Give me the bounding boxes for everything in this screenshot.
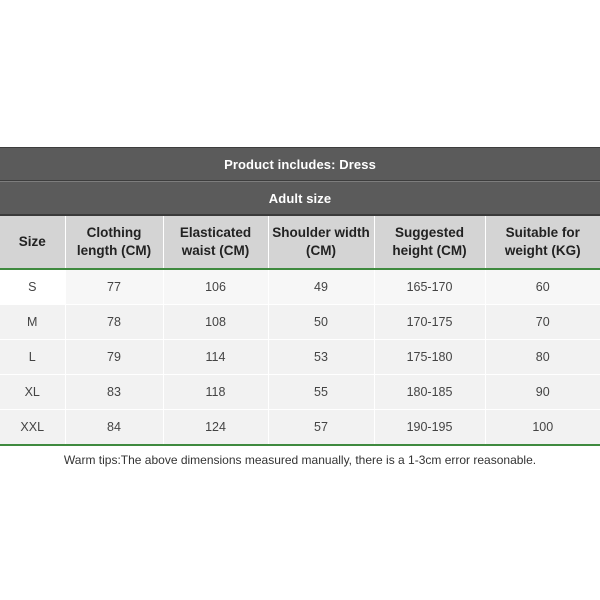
cell-clothing-length: 84 <box>65 410 163 446</box>
header-size: Size <box>0 216 65 269</box>
cell-size: M <box>0 305 65 340</box>
table-row <box>0 340 600 375</box>
cell-suitable-weight: 90 <box>485 375 600 410</box>
header-suggested-height: Suggested height (CM) <box>374 216 485 269</box>
cell-shoulder-width: 49 <box>268 269 374 305</box>
table-header-row <box>0 216 600 269</box>
cell-elasticated-waist: 124 <box>163 410 268 446</box>
cell-clothing-length: 83 <box>65 375 163 410</box>
cell-elasticated-waist: 114 <box>163 340 268 375</box>
cell-clothing-length: 77 <box>65 269 163 305</box>
product-title-banner: Product includes: Dress <box>0 147 600 181</box>
cell-shoulder-width: 53 <box>268 340 374 375</box>
cell-suggested-height: 170-175 <box>374 305 485 340</box>
cell-size: XL <box>0 375 65 410</box>
cell-size: XXL <box>0 410 65 446</box>
cell-suitable-weight: 70 <box>485 305 600 340</box>
cell-clothing-length: 78 <box>65 305 163 340</box>
cell-suggested-height: 165-170 <box>374 269 485 305</box>
cell-elasticated-waist: 118 <box>163 375 268 410</box>
cell-suggested-height: 175-180 <box>374 340 485 375</box>
header-shoulder-width: Shoulder width (CM) <box>268 216 374 269</box>
table-row <box>0 269 600 305</box>
cell-suitable-weight: 80 <box>485 340 600 375</box>
table-row <box>0 305 600 340</box>
cell-suitable-weight: 60 <box>485 269 600 305</box>
cell-suggested-height: 180-185 <box>374 375 485 410</box>
header-elasticated-waist: Elasticated waist (CM) <box>163 216 268 269</box>
size-category-banner: Adult size <box>0 181 600 216</box>
cell-clothing-length: 79 <box>65 340 163 375</box>
warm-tips-note: Warm tips:The above dimensions measured manually, there is a 1-3cm error reasonable. <box>63 453 537 467</box>
size-chart <box>0 147 600 467</box>
header-clothing-length: Clothing length (CM) <box>65 216 163 269</box>
table-row <box>0 410 600 446</box>
cell-suitable-weight: 100 <box>485 410 600 446</box>
table-row <box>0 375 600 410</box>
cell-suggested-height: 190-195 <box>374 410 485 446</box>
cell-size: L <box>0 340 65 375</box>
header-suitable-weight: Suitable for weight (KG) <box>485 216 600 269</box>
cell-shoulder-width: 57 <box>268 410 374 446</box>
cell-elasticated-waist: 108 <box>163 305 268 340</box>
cell-shoulder-width: 50 <box>268 305 374 340</box>
cell-shoulder-width: 55 <box>268 375 374 410</box>
size-table <box>0 216 600 446</box>
cell-elasticated-waist: 106 <box>163 269 268 305</box>
cell-size: S <box>0 269 65 305</box>
